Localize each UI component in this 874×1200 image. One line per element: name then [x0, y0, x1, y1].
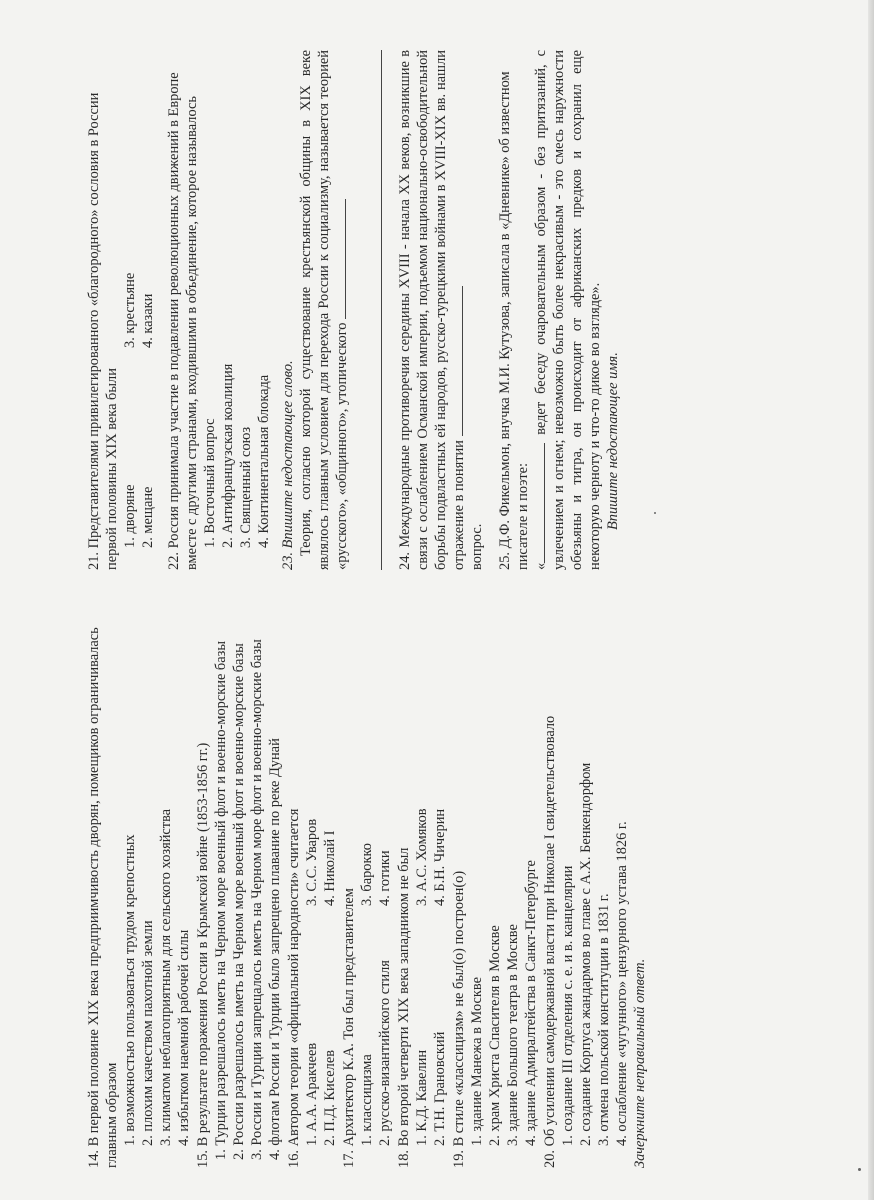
answer-option[interactable]: 1. создание III отделения с. е. и в. канцелярии	[560, 865, 576, 1146]
answer-option[interactable]: 3. здание Большого театра в Москве	[505, 924, 521, 1146]
answer-option[interactable]: 2. плохим качеством пахотной земли	[140, 920, 156, 1146]
answer-blank[interactable]	[544, 443, 545, 563]
question-text: 14. В первой половине XIX века предприимчивость дворян, помещиков ограничивалась главным образом	[86, 627, 120, 1168]
question-tail: вопрос.	[469, 523, 485, 570]
answer-option[interactable]: 1. Турции разрешалось иметь на Черном море военный флот и военно-морские базы	[213, 641, 229, 1160]
answer-option[interactable]: 4. флотам России и Турции было запрещено плавание по реке Дунай	[267, 738, 283, 1160]
question-17	[340, 608, 394, 1168]
answer-line[interactable]	[363, 50, 382, 570]
answer-option[interactable]: 3. А.С. Хомяков	[414, 808, 430, 906]
question-text	[297, 50, 351, 570]
answer-option[interactable]: 2. Антифранцузская коалиция	[220, 363, 236, 548]
question-14	[85, 608, 193, 1168]
answer-option[interactable]: 1. А.А. Аракчеев	[304, 1042, 320, 1146]
answer-option[interactable]: 2. мещане	[140, 486, 156, 548]
question-24	[396, 50, 486, 570]
answer-option[interactable]: 4. избытком наемной рабочей силы	[176, 929, 192, 1146]
question-text: 16. Автором теории «официальной народности» считается	[286, 808, 302, 1168]
answer-option[interactable]: 1. возможностью пользоваться трудом крепостных	[122, 834, 138, 1146]
question-16	[285, 608, 339, 1168]
answer-option[interactable]: 1. здание Манежа в Москве	[469, 977, 485, 1146]
answer-option[interactable]: 3. климатом неблагоприятным для сельского хозяйства	[158, 808, 174, 1146]
answer-option[interactable]: 4. Континентальная блокада	[256, 374, 272, 548]
answer-option[interactable]: 4. готики	[377, 850, 393, 906]
answer-option[interactable]: 1. дворяне	[122, 484, 138, 548]
quote-body: ведет беседу очаровательным образом - без притязаний, с увлечением и огнем; невозможно быть более некрасивым - это смесь наружности обезьяны и тигра, он происходит от африканских предков и сохранил еще некоторую черноту и что-то дикое во взгляде».	[533, 50, 603, 570]
question-text: 17. Архитектор К.А. Тон был представителем	[341, 888, 357, 1168]
quote-text	[532, 50, 604, 570]
answer-option[interactable]: 4. Николай I	[322, 830, 338, 906]
answer-blank[interactable]	[345, 199, 346, 319]
answer-option[interactable]: 4. здание Адмиралтейства в Санкт-Петербурге	[523, 860, 539, 1146]
answer-option[interactable]: 4. казаки	[140, 293, 156, 348]
question-text	[396, 50, 468, 570]
question-text: 19. В стиле «классицизм» не был(о) построен(о)	[451, 870, 467, 1168]
rotated-sheet	[85, 48, 705, 1168]
answer-option[interactable]: 1. классицизма	[359, 1054, 375, 1146]
answer-option[interactable]: 4. Б.Н. Чичерин	[432, 808, 448, 906]
answer-blank[interactable]	[462, 287, 463, 437]
quote-open: «	[533, 562, 549, 570]
answer-option[interactable]: 2. создание Корпуса жандармов во главе с А.Х. Бенкендорфом	[578, 762, 594, 1146]
question-text: 25. Д.Ф. Фикельмон, внучка М.И. Кутузова, записала в «Дневнике» об известном писателе и поэте:	[497, 71, 531, 570]
question-text: 21. Представителями привилегированного «благородного» сословия в России первой половины XIX века были	[86, 92, 120, 570]
answer-option[interactable]: 3. России и Турции запрещалось иметь на Черном море флот и военно-морские базы	[249, 639, 265, 1160]
question-18	[395, 608, 449, 1168]
instruction-text: Зачеркните неправильный ответ.	[632, 958, 648, 1168]
question-text: 20. Об усилении самодержавной власти при Николае I свидетельствовало	[542, 715, 558, 1168]
answer-option[interactable]: 3. крестьяне	[122, 272, 138, 348]
answer-option[interactable]: 2. храм Христа Спасителя в Москве	[487, 925, 503, 1146]
answer-option[interactable]: 3. Священный союз	[238, 426, 254, 548]
instruction-text: Впишите недостающее имя.	[605, 352, 621, 530]
answer-option[interactable]: 2. Т.Н. Грановский	[432, 1031, 448, 1146]
answer-option[interactable]: 1. К.Д. Кавелин	[414, 1049, 430, 1146]
question-text: 22. Россия принимала участие в подавлении революционных движений в Европе вместе с другими странами, входившими в объединение, которое называлось	[166, 72, 200, 570]
answer-option[interactable]: 3. барокко	[359, 843, 375, 906]
answer-option[interactable]: 3. С.С. Уваров	[304, 818, 320, 906]
question-21	[85, 50, 157, 570]
question-text: 15. В результате поражения России в Крымской войне (1853-1856 гг.)	[195, 742, 211, 1168]
scan-speck	[858, 1168, 861, 1171]
question-text-body: Теория, согласно которой существование крестьянской общины в XIX веке являлось главным условием для перехода России к социализму, называется теорией «русского», «общинного», утопического	[298, 50, 350, 570]
answer-option[interactable]: 2. русско-византийского стиля	[377, 960, 393, 1146]
question-15	[194, 608, 284, 1168]
scan-edge	[868, 0, 874, 1200]
question-22	[165, 50, 273, 570]
answer-option[interactable]: 2. России разрешалось иметь на Черном море военный флот и военно-морские базы	[231, 643, 247, 1160]
question-text-body: 24. Международные противоречия середины XVIII - начала XX веков, возникшие в связи с ослаблением Османской империи, подъемом национально-освободительной борьбы подвластных ей народов, русско-турецкими войнами в XVIII-XIX вв. нашли отражение в понятии	[397, 50, 467, 570]
answer-option[interactable]: 4. ослабление «чугунного» цензурного устава 1826 г.	[614, 821, 630, 1146]
question-23	[279, 50, 382, 570]
instruction-text: 23. Впишите недостающее слово.	[280, 360, 296, 570]
answer-option[interactable]: 2. П.Д. Киселев	[322, 1049, 338, 1146]
answer-option[interactable]: 1. Восточный вопрос	[202, 418, 218, 548]
answer-option[interactable]: 3. отмена польской конституции в 1831 г.	[596, 893, 612, 1146]
right-column	[85, 50, 623, 570]
question-25	[496, 50, 622, 570]
left-column	[85, 608, 650, 1168]
question-19	[450, 608, 540, 1168]
question-20	[541, 608, 649, 1168]
question-text: 18. Во второй четверти XIX века западником не был	[396, 847, 412, 1168]
